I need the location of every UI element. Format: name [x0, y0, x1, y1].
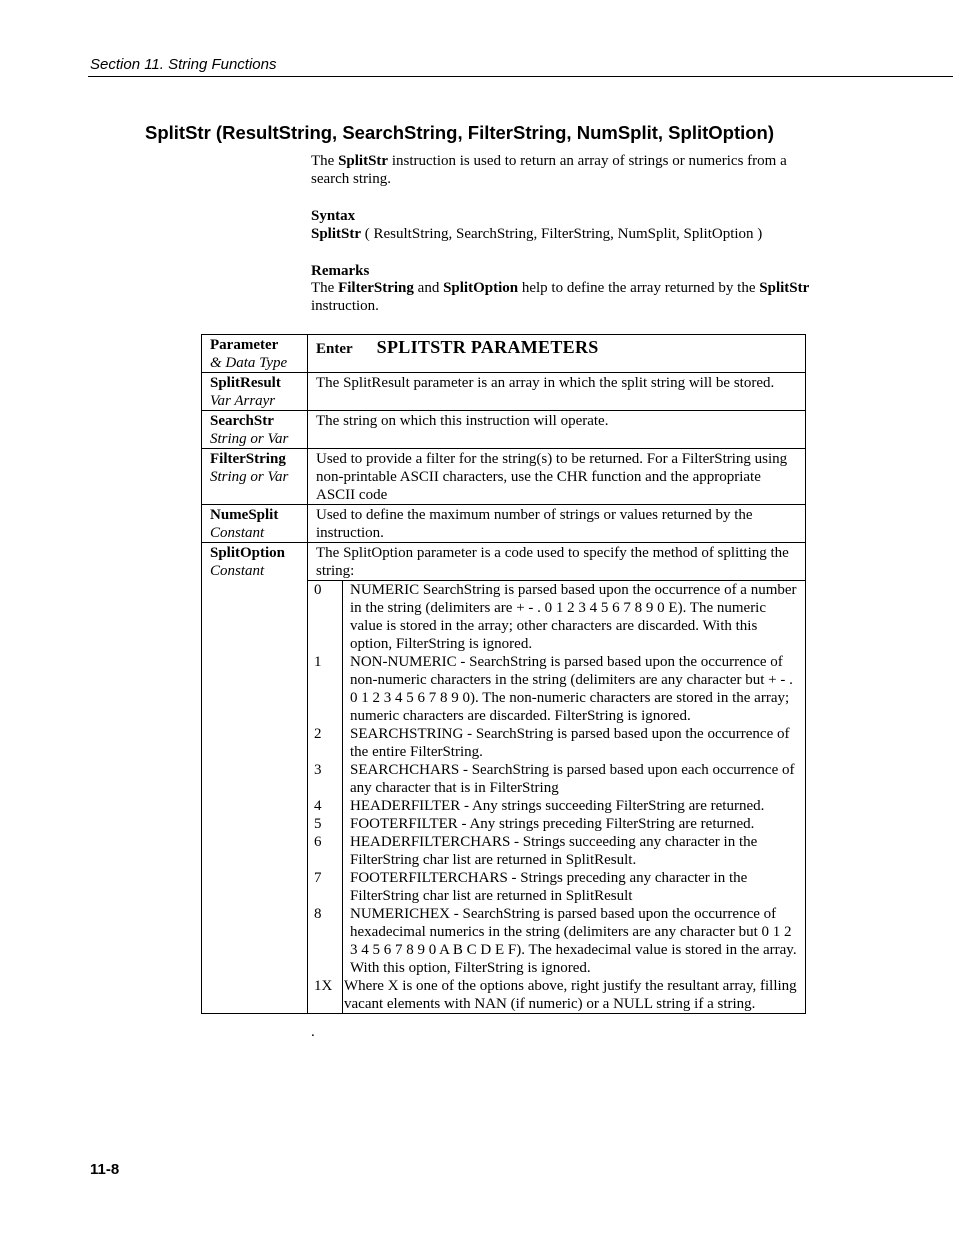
option-code: 6 — [308, 833, 343, 869]
header-enter-label: Enter — [316, 341, 353, 357]
option-code: 3 — [308, 761, 343, 797]
option-code: 5 — [308, 815, 343, 833]
option-text: SEARCHSTRING - SearchString is parsed based upon the occurrence of the entire FilterString. — [350, 726, 790, 760]
syntax-line — [311, 225, 811, 243]
intro-function-name: SplitStr — [338, 153, 389, 169]
header-title-cell — [308, 335, 806, 373]
option-code: 8 — [308, 905, 343, 977]
param-description: Used to provide a filter for the string(s) to be returned. For a FilterString using non-printable ASCII characters, use the CHR function and the appropriate ASCII code — [308, 449, 806, 505]
intro-paragraph — [311, 152, 811, 188]
option-code: 1X — [308, 977, 343, 1013]
param-description: The SplitResult parameter is an array in which the split string will be stored. — [308, 373, 806, 411]
option-code: 1 — [308, 653, 343, 725]
syntax-function-name: SplitStr — [311, 226, 362, 242]
header-rule — [88, 76, 953, 77]
running-header: Section 11. String Functions — [90, 56, 277, 73]
table-header-row — [202, 335, 806, 373]
option-code: 4 — [308, 797, 343, 815]
table-row — [202, 449, 806, 505]
parameters-table — [201, 334, 806, 1014]
param-description: The SplitOption parameter is a code used to specify the method of splitting the string: — [308, 543, 806, 581]
remarks-paragraph — [311, 279, 811, 315]
table-row — [202, 373, 806, 411]
function-heading: SplitStr (ResultString, SearchString, FilterString, NumSplit, SplitOption) — [145, 122, 775, 143]
option-text: NUMERICHEX - SearchString is parsed based upon the occurrence of hexadecimal numerics in the string (delimiters are any character but 0 1 2 3 4 5 6 7 8 9 0 A B C D E F). The hexadecimal value is stored in the array. With this option, FilterString is ignored. — [350, 906, 797, 976]
param-type: Var Arrayr — [210, 393, 276, 409]
param-cell — [202, 373, 308, 411]
remarks-heading: Remarks — [311, 263, 370, 279]
option-code: 7 — [308, 869, 343, 905]
option-text: HEADERFILTERCHARS - Strings succeeding any character in the FilterString char list are returned in SplitResult. — [350, 834, 758, 868]
param-name: SplitResult — [210, 375, 281, 391]
options-cell — [308, 581, 806, 1014]
param-name: SplitOption — [210, 545, 286, 561]
param-type: Constant — [210, 563, 265, 579]
param-cell — [202, 505, 308, 543]
header-param-cell — [202, 335, 308, 373]
param-name: FilterString — [210, 451, 286, 467]
option-row — [308, 653, 805, 725]
option-code: 0 — [308, 581, 343, 653]
param-name: SearchStr — [210, 413, 274, 429]
remarks-bold-filterstring: FilterString — [338, 280, 414, 296]
option-text: SEARCHCHARS - SearchString is parsed based upon each occurrence of any character that is in FilterString — [350, 762, 795, 796]
option-row — [308, 761, 805, 797]
param-description: Used to define the maximum number of strings or values returned by the instruction. — [308, 505, 806, 543]
remarks-text-3: help to define the array returned by the — [518, 280, 760, 296]
option-row — [308, 725, 805, 761]
remarks-bold-splitoption: SplitOption — [443, 280, 519, 296]
syntax-heading: Syntax — [311, 208, 356, 224]
trailing-dot: . — [311, 1024, 315, 1040]
param-name: NumeSplit — [210, 507, 279, 523]
remarks-text-2: and — [413, 280, 444, 296]
table-row-splitoption — [202, 543, 806, 581]
option-text: FOOTERFILTERCHARS - Strings preceding any character in the FilterString char list are returned in SplitResult — [350, 870, 748, 904]
param-cell — [202, 449, 308, 505]
remarks-text-4: instruction. — [311, 298, 379, 314]
page-number: 11-8 — [90, 1161, 120, 1178]
param-description: The string on which this instruction will operate. — [308, 411, 806, 449]
option-row — [308, 977, 805, 1013]
param-cell — [202, 543, 308, 1014]
remarks-text-1: The — [311, 280, 339, 296]
param-cell — [202, 411, 308, 449]
option-text: Where X is one of the options above, right justify the resultant array, filling vacant elements with NAN (if numeric) or a NULL string if a string. — [344, 978, 797, 1012]
option-text: NUMERIC SearchString is parsed based upon the occurrence of a number in the string (delimiters are + - . 0 1 2 3 4 5 6 7 8 9 0 E). The numeric value is stored in the array; other characters are discarded. With this option, FilterString is ignored. — [350, 582, 797, 652]
table-row — [202, 411, 806, 449]
param-type: Constant — [210, 525, 265, 541]
table-title: SPLITSTR PARAMETERS — [376, 337, 599, 357]
header-parameter-label: Parameter — [210, 337, 279, 353]
intro-pre: The — [311, 153, 339, 169]
intro-post: instruction is used to return an array of strings or numerics from a search string. — [311, 153, 787, 187]
option-row — [308, 905, 805, 977]
option-row — [308, 869, 805, 905]
option-text: NON-NUMERIC - SearchString is parsed based upon the occurrence of non-numeric characters in the string (delimiters are any character but + - . 0 1 2 3 4 5 6 7 8 9 0). The non-numeric characters are stored in the array; numeric characters are discarded. FilterString is ignored. — [350, 654, 793, 724]
option-row — [308, 815, 805, 833]
remarks-bold-splitstr: SplitStr — [759, 280, 810, 296]
option-text: HEADERFILTER - Any strings succeeding FilterString are returned. — [350, 798, 765, 814]
split-options-table — [308, 581, 805, 1013]
option-code: 2 — [308, 725, 343, 761]
option-row — [308, 833, 805, 869]
header-datatype-label: & Data Type — [210, 355, 288, 371]
syntax-args: ( ResultString, SearchString, FilterString, NumSplit, SplitOption ) — [361, 226, 763, 242]
option-row — [308, 581, 805, 653]
option-text: FOOTERFILTER - Any strings preceding FilterString are returned. — [350, 816, 755, 832]
option-row — [308, 797, 805, 815]
param-type: String or Var — [210, 431, 289, 447]
table-row — [202, 505, 806, 543]
param-type: String or Var — [210, 469, 289, 485]
